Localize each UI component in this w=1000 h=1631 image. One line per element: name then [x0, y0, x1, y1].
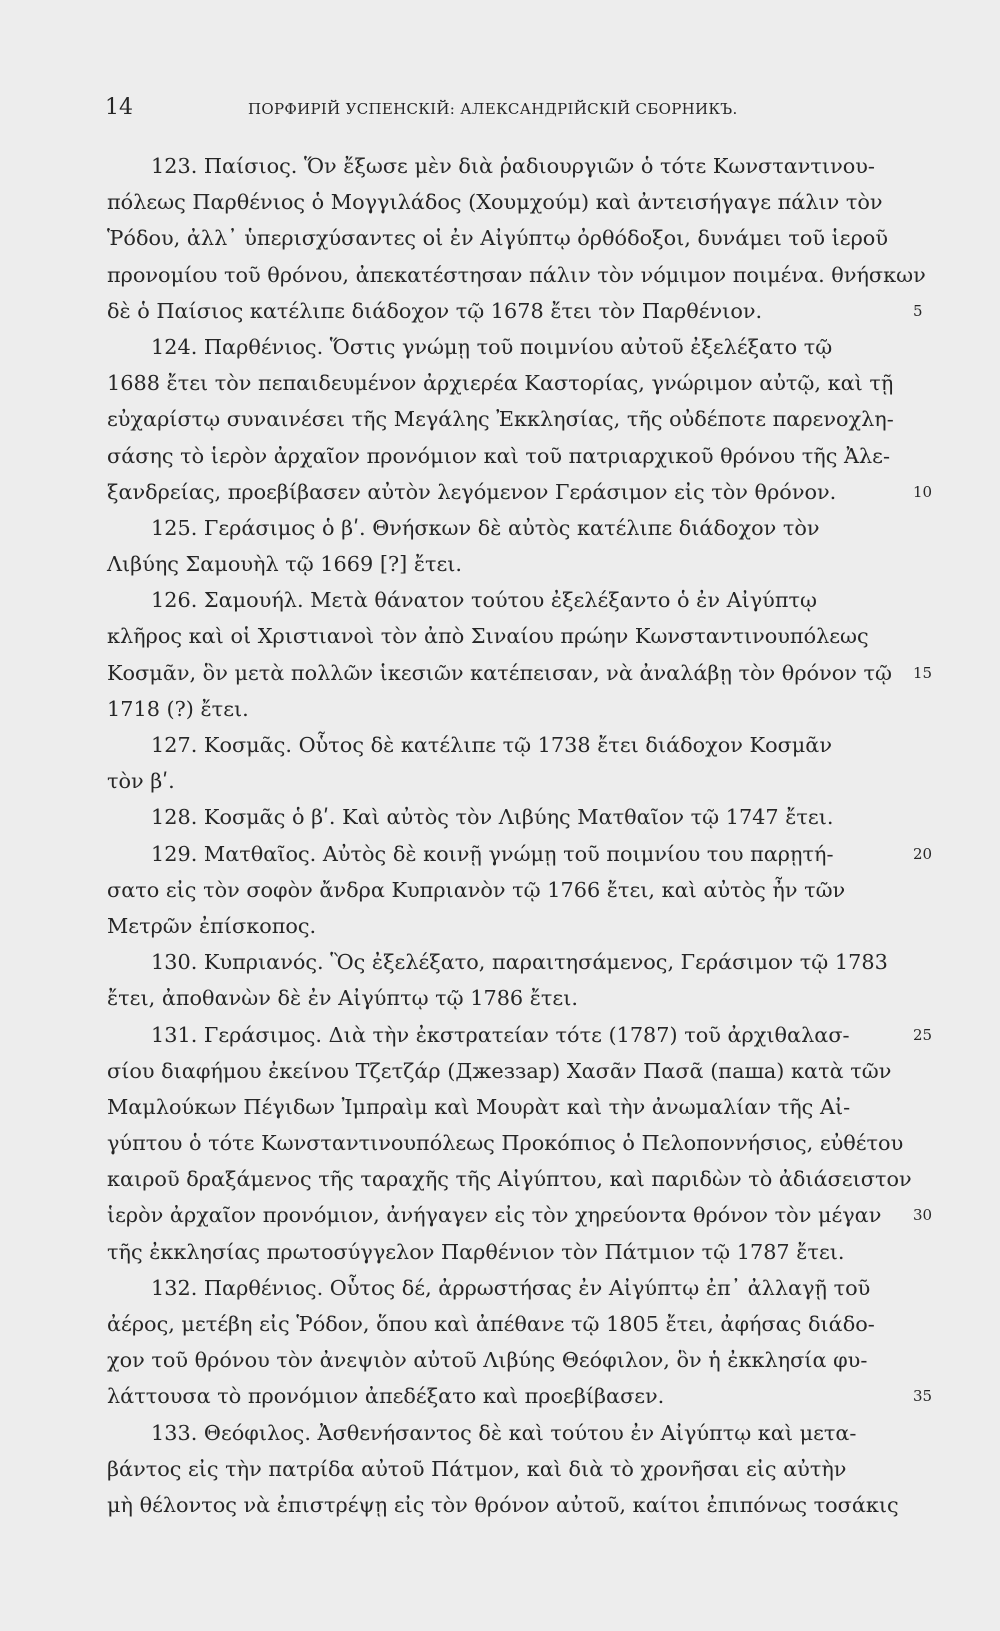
- text-line: [107, 546, 907, 582]
- line-text: ξανδρείας, προεβίβασεν αὐτὸν λεγόμενον Γεράσιμον εἰς τὸν θρόνον.: [107, 479, 837, 504]
- line-text: ἱερὸν ἀρχαῖον προνόμιον, ἀνήγαγεν εἰς τὸν χηρεύοντα θρόνον τὸν μέγαν: [107, 1203, 882, 1228]
- page-header: [0, 95, 1000, 125]
- text-line: [107, 618, 907, 654]
- line-text: τῆς ἐκκλησίας πρωτοσύγγελον Παρθένιον τὸν Πάτμιον τῷ 1787 ἔτει.: [107, 1239, 845, 1264]
- line-text: 133. Θεόφιλος. Ἀσθενήσαντος δὲ καὶ τούτου ἐν Αἰγύπτῳ καὶ μετα-: [151, 1420, 857, 1445]
- text-line: [107, 510, 907, 546]
- line-text: μὴ θέλοντος νὰ ἐπιστρέψῃ εἰς τὸν θρόνον αὐτοῦ, καίτοι ἐπιπόνως τοσάκις: [107, 1492, 899, 1517]
- text-line: [107, 655, 933, 691]
- text-line: [107, 1342, 907, 1378]
- line-text: Ῥόδου, ἀλλ᾽ ὑπερισχύσαντες οἱ ἐν Αἰγύπτῳ ὀρθόδοξοι, δυνάμει τοῦ ἱεροῦ: [107, 226, 888, 251]
- line-text: 128. Κοσμᾶς ὁ βʹ. Καὶ αὐτὸς τὸν Λιβύης Ματθαῖον τῷ 1747 ἔτει.: [151, 805, 834, 830]
- line-text: Μαμλούκων Πέγιδων Ἰμπραὶμ καὶ Μουρὰτ καὶ τὴν ἀνωμαλίαν τῆς Αἰ-: [107, 1094, 851, 1119]
- text-line: [107, 438, 907, 474]
- line-number: 15: [913, 663, 933, 682]
- text-line: [107, 293, 923, 329]
- line-text: 132. Παρθένιος. Οὗτος δέ, ἀρρωστήσας ἐν Αἰγύπτῳ ἐπ᾽ ἀλλαγῇ τοῦ: [151, 1275, 871, 1300]
- text-line: [107, 257, 926, 293]
- text-line: [107, 1234, 907, 1270]
- text-line: [107, 1125, 907, 1161]
- line-number: 5: [913, 301, 923, 320]
- line-text: εὐχαρίστῳ συναινέσει τῆς Μεγάλης Ἐκκλησίας, τῆς οὐδέποτε παρενοχλη-: [107, 407, 894, 432]
- line-text: καιροῦ δραξάμενος τῆς ταραχῆς τῆς Αἰγύπτου, καὶ παριδὼν τὸ ἀδιάσειστον: [107, 1167, 912, 1192]
- line-text: 130. Κυπριανός. Ὃς ἐξελέξατο, παραιτησάμενος, Γεράσιμον τῷ 1783: [151, 950, 888, 975]
- text-line: [107, 1017, 933, 1053]
- line-text: Κοσμᾶν, ὃν μετὰ πολλῶν ἱκεσιῶν κατέπεισαν, νὰ ἀναλάβῃ τὸν θρόνον τῷ: [107, 660, 892, 685]
- text-line: [107, 763, 907, 799]
- text-line: [107, 836, 933, 872]
- text-line: [107, 1487, 907, 1523]
- line-number: 30: [913, 1206, 933, 1225]
- line-text: 129. Ματθαῖος. Αὐτὸς δὲ κοινῇ γνώμῃ τοῦ ποιμνίου του παρῃτή-: [151, 841, 834, 866]
- line-text: λάττουσα τὸ προνόμιον ἀπεδέξατο καὶ προεβίβασεν.: [107, 1384, 665, 1409]
- text-line: [107, 148, 907, 184]
- text-line: [107, 691, 907, 727]
- text-line: [107, 1378, 933, 1414]
- line-text: προνομίου τοῦ θρόνου, ἀπεκατέστησαν πάλιν τὸν νόμιμον ποιμένα. θνήσκων: [107, 262, 926, 287]
- text-line: [107, 365, 907, 401]
- text-line: [107, 220, 907, 256]
- line-text: ἀέρος, μετέβη εἰς Ῥόδον, ὅπου καὶ ἀπέθανε τῷ 1805 ἔτει, ἀφήσας διάδο-: [107, 1312, 875, 1336]
- text-line: [107, 582, 907, 618]
- line-text: σάσης τὸ ἱερὸν ἀρχαῖον προνόμιον καὶ τοῦ πατριαρχικοῦ θρόνου τῆς Ἀλε-: [107, 443, 890, 468]
- body-text: [107, 148, 933, 1523]
- line-text: κλῆρος καὶ οἱ Χριστιανοὶ τὸν ἀπὸ Σιναίου πρώην Κωνσταντινουπόλεως: [107, 624, 869, 649]
- line-text: βάντος εἰς τὴν πατρίδα αὐτοῦ Πάτμον, καὶ διὰ τὸ χρονῆσαι εἰς αὐτὴν: [107, 1456, 847, 1481]
- running-head: ПОРФИРІЙ УСПЕНСКІЙ: АЛЕКСАНДРІЙСКІЙ СБОРНИКЪ.: [248, 100, 738, 118]
- page-number: 14: [105, 95, 133, 120]
- line-text: 125. Γεράσιμος ὁ βʹ. Θνήσκων δὲ αὐτὸς κατέλιπε διάδοχον τὸν: [151, 515, 820, 540]
- text-line: [107, 329, 907, 365]
- text-line: [107, 1161, 912, 1197]
- line-text: 123. Παίσιος. Ὅν ἔξωσε μὲν διὰ ῥαδιουργιῶν ὁ τότε Κωνσταντινου-: [151, 154, 875, 178]
- text-line: [107, 1053, 907, 1089]
- text-line: [107, 980, 907, 1016]
- line-text: Μετρῶν ἐπίσκοπος.: [107, 913, 317, 938]
- text-line: [107, 184, 907, 220]
- line-number: 10: [913, 482, 933, 501]
- text-line: [107, 401, 907, 437]
- line-text: 124. Παρθένιος. Ὅστις γνώμῃ τοῦ ποιμνίου αὐτοῦ ἐξελέξατο τῷ: [151, 334, 833, 359]
- text-line: [107, 944, 907, 980]
- text-line: [107, 799, 907, 835]
- line-text: 127. Κοσμᾶς. Οὗτος δὲ κατέλιπε τῷ 1738 ἔτει διάδοχον Κοσμᾶν: [151, 733, 832, 757]
- text-line: [107, 872, 907, 908]
- line-text: 131. Γεράσιμος. Διὰ τὴν ἐκστρατείαν τότε (1787) τοῦ ἀρχιθαλασ-: [151, 1022, 850, 1047]
- text-line: [107, 1306, 907, 1342]
- line-number: 35: [913, 1387, 933, 1406]
- line-text: πόλεως Παρθένιος ὁ Μογγιλάδος (Χουμχούμ) καὶ ἀντεισήγαγε πάλιν τὸν: [107, 190, 883, 215]
- text-line: [107, 1415, 907, 1451]
- line-number: 25: [913, 1025, 933, 1044]
- line-text: γύπτου ὁ τότε Κωνσταντινουπόλεως Προκόπιος ὁ Πελοποννήσιος, εὐθέτου: [107, 1131, 904, 1156]
- line-text: Λιβύης Σαμουὴλ τῷ 1669 [?] ἔτει.: [107, 552, 463, 577]
- line-text: σίου διαφήμου ἐκείνου Τζετζάρ (Джеззар) Χασᾶν Πασᾶ (паша) κατὰ τῶν: [107, 1058, 892, 1083]
- line-text: 1688 ἔτει τὸν πεπαιδευμένον ἀρχιερέα Καστορίας, γνώριμον αὐτῷ, καὶ τῇ: [107, 371, 894, 396]
- line-text: ἔτει, ἀποθανὼν δὲ ἐν Αἰγύπτῳ τῷ 1786 ἔτει.: [107, 986, 578, 1011]
- text-line: [107, 727, 907, 763]
- line-text: τὸν βʹ.: [107, 769, 175, 794]
- line-number: 20: [913, 844, 933, 863]
- text-line: [107, 474, 933, 510]
- line-text: 1718 (?) ἔτει.: [107, 696, 249, 721]
- text-line: [107, 1197, 933, 1233]
- text-line: [107, 1270, 907, 1306]
- text-line: [107, 1451, 907, 1487]
- line-text: σατο εἰς τὸν σοφὸν ἄνδρα Κυπριανὸν τῷ 1766 ἔτει, καὶ αὐτὸς ἦν τῶν: [107, 877, 846, 902]
- text-line: [107, 1089, 907, 1125]
- line-text: χον τοῦ θρόνου τὸν ἀνεψιὸν αὐτοῦ Λιβύης Θεόφιλον, ὃν ἡ ἐκκλησία φυ-: [107, 1348, 868, 1373]
- line-text: 126. Σαμουήλ. Μετὰ θάνατον τούτου ἐξελέξαντο ὁ ἐν Αἰγύπτῳ: [151, 588, 817, 613]
- text-line: [107, 908, 907, 944]
- line-text: δὲ ὁ Παίσιος κατέλιπε διάδοχον τῷ 1678 ἔτει τὸν Παρθένιον.: [107, 298, 763, 323]
